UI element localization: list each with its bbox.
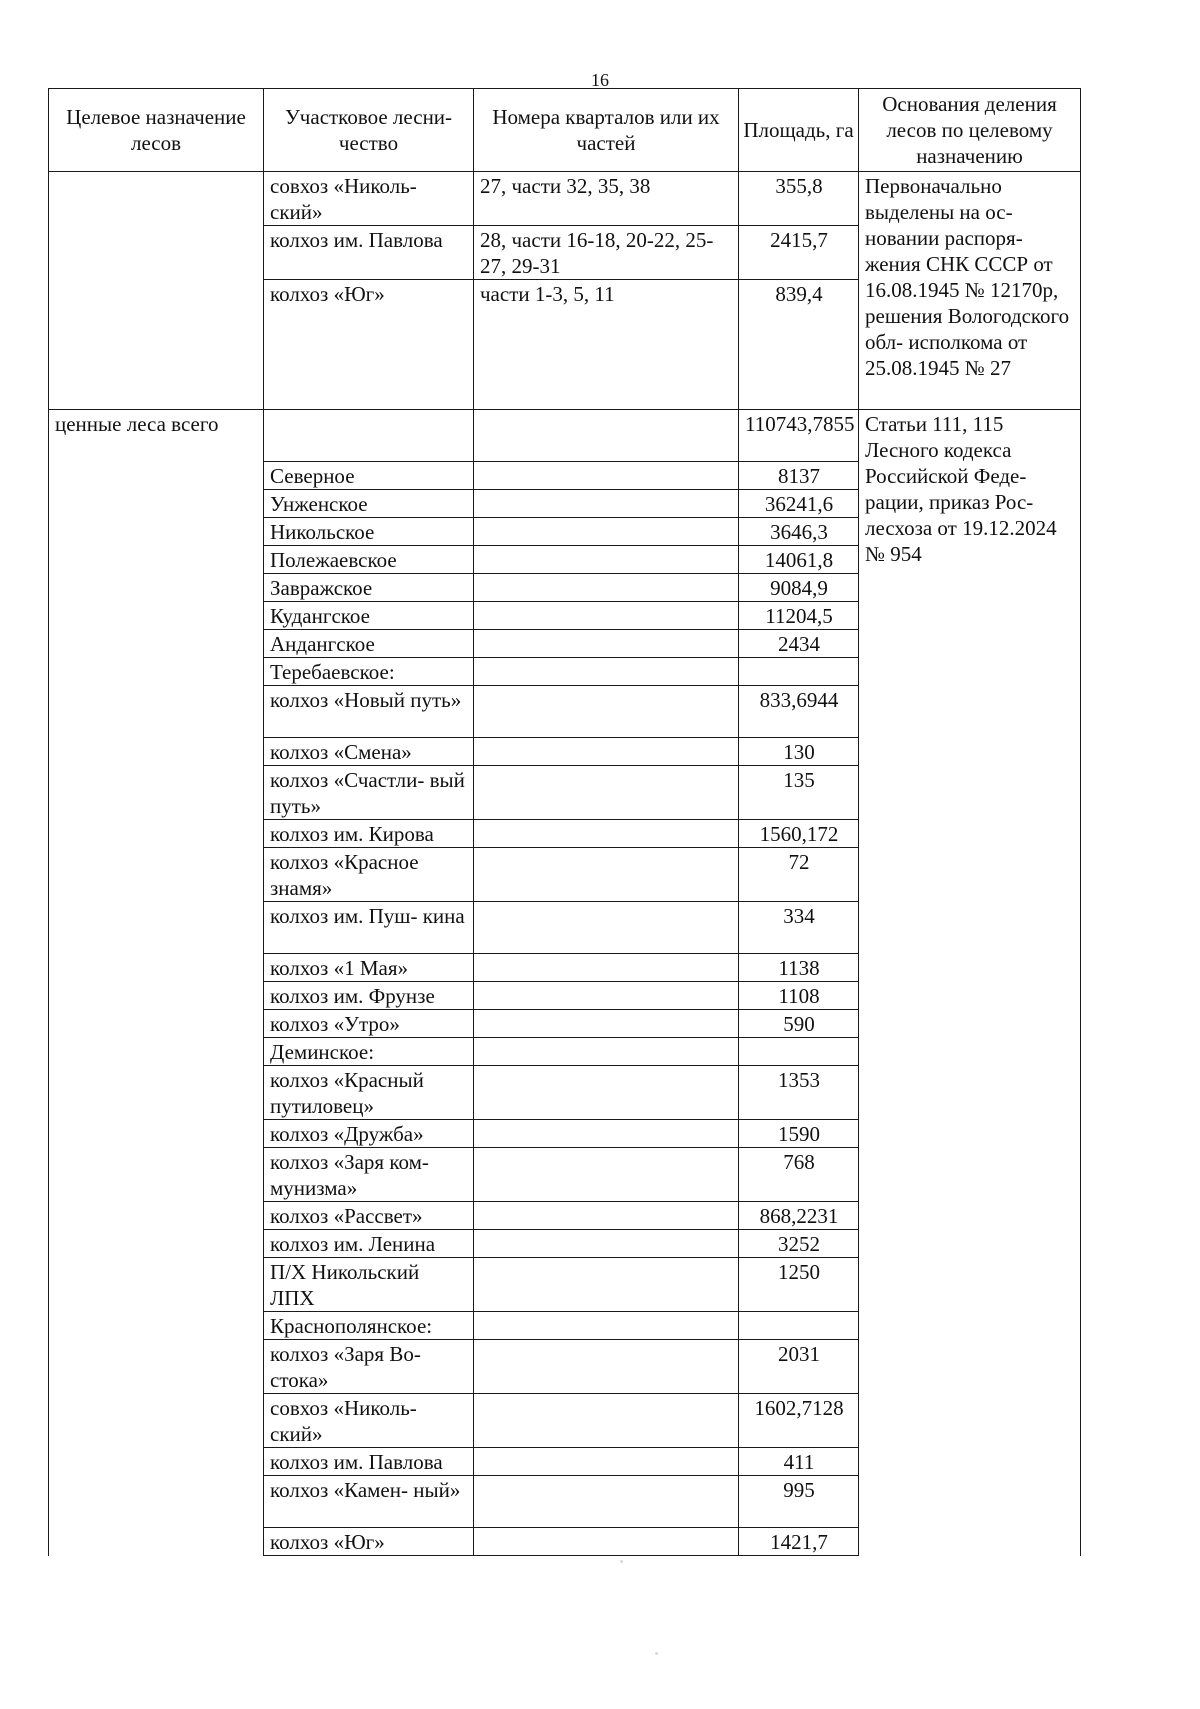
area-cell: 1353 <box>739 1066 859 1120</box>
quarters-cell <box>474 1448 739 1476</box>
district-cell: совхоз «Николь- ский» <box>264 1394 474 1448</box>
district-cell: колхоз «Юг» <box>264 1528 474 1556</box>
quarters-cell <box>474 1038 739 1066</box>
area-cell: 14061,8 <box>739 546 859 574</box>
quarters-cell <box>474 630 739 658</box>
area-cell: 995 <box>739 1476 859 1528</box>
page-number: 16 <box>591 70 609 90</box>
area-cell: 135 <box>739 766 859 820</box>
area-cell: 1421,7 <box>739 1528 859 1556</box>
header-area: Площадь, га <box>739 89 859 172</box>
header-purpose: Целевое назначение лесов <box>49 89 264 172</box>
area-cell: 355,8 <box>739 172 859 226</box>
area-cell <box>739 1038 859 1066</box>
district-cell: колхоз «Красное знамя» <box>264 848 474 902</box>
area-cell: 36241,6 <box>739 490 859 518</box>
quarters-cell <box>474 738 739 766</box>
area-cell: 1138 <box>739 954 859 982</box>
district-cell: колхоз «Счастли- вый путь» <box>264 766 474 820</box>
district-cell: колхоз «Смена» <box>264 738 474 766</box>
area-cell: 2031 <box>739 1340 859 1394</box>
district-cell: совхоз «Николь- ский» <box>264 172 474 226</box>
quarters-cell <box>474 982 739 1010</box>
quarters-cell <box>474 518 739 546</box>
quarters-cell <box>474 658 739 686</box>
area-cell: 1602,7128 <box>739 1394 859 1448</box>
purpose-cell: ценные леса всего <box>49 410 264 1556</box>
area-cell: 868,2231 <box>739 1202 859 1230</box>
area-cell: 839,4 <box>739 280 859 410</box>
scan-speck <box>655 1652 658 1655</box>
header-basis: Основания деления лесов по целевому назначению <box>859 89 1081 172</box>
quarters-cell: 28, части 16-18, 20-22, 25-27, 29-31 <box>474 226 739 280</box>
quarters-cell <box>474 1340 739 1394</box>
basis-cell: Первоначально выделены на ос- новании распоря- жения СНК СССР от 16.08.1945 № 12170р, решения Вологодского обл- исполкома от 25.08.1945 № 27 <box>859 172 1081 410</box>
district-cell: колхоз им. Кирова <box>264 820 474 848</box>
quarters-cell <box>474 848 739 902</box>
quarters-cell <box>474 954 739 982</box>
quarters-cell <box>474 546 739 574</box>
quarters-cell <box>474 462 739 490</box>
table-body <box>49 172 1081 1556</box>
quarters-cell <box>474 490 739 518</box>
table-row <box>49 172 1081 226</box>
area-cell: 72 <box>739 848 859 902</box>
area-cell: 334 <box>739 902 859 954</box>
table-header-row <box>49 89 1081 172</box>
header-district: Участковое лесни- чество <box>264 89 474 172</box>
area-cell: 3252 <box>739 1230 859 1258</box>
quarters-cell <box>474 1258 739 1312</box>
header-quarters: Номера кварталов или их частей <box>474 89 739 172</box>
quarters-cell <box>474 1528 739 1556</box>
area-cell: 1560,172 <box>739 820 859 848</box>
district-cell: Завражское <box>264 574 474 602</box>
district-cell: Унженское <box>264 490 474 518</box>
purpose-cell <box>49 172 264 410</box>
district-cell: Теребаевское: <box>264 658 474 686</box>
quarters-cell <box>474 902 739 954</box>
district-cell: колхоз «Камен- ный» <box>264 1476 474 1528</box>
district-cell <box>264 410 474 462</box>
district-cell: колхоз им. Ленина <box>264 1230 474 1258</box>
area-cell: 1108 <box>739 982 859 1010</box>
area-cell <box>739 658 859 686</box>
district-cell: колхоз «Дружба» <box>264 1120 474 1148</box>
area-cell: 1250 <box>739 1258 859 1312</box>
table-row-total <box>49 410 1081 462</box>
area-cell: 110743,7855 <box>739 410 859 462</box>
district-cell: Андангское <box>264 630 474 658</box>
quarters-cell <box>474 1394 739 1448</box>
quarters-cell <box>474 1066 739 1120</box>
quarters-cell <box>474 410 739 462</box>
quarters-cell <box>474 1148 739 1202</box>
district-cell: колхоз «Рассвет» <box>264 1202 474 1230</box>
area-cell: 1590 <box>739 1120 859 1148</box>
quarters-cell <box>474 1120 739 1148</box>
district-cell: колхоз им. Павлова <box>264 1448 474 1476</box>
quarters-cell <box>474 820 739 848</box>
district-cell: Полежаевское <box>264 546 474 574</box>
area-cell: 590 <box>739 1010 859 1038</box>
quarters-cell <box>474 574 739 602</box>
quarters-cell <box>474 602 739 630</box>
area-cell <box>739 1312 859 1340</box>
area-cell: 11204,5 <box>739 602 859 630</box>
area-cell: 833,6944 <box>739 686 859 738</box>
district-cell: П/Х Никольский ЛПХ <box>264 1258 474 1312</box>
area-cell: 411 <box>739 1448 859 1476</box>
quarters-cell <box>474 1010 739 1038</box>
district-cell: Северное <box>264 462 474 490</box>
area-cell: 2415,7 <box>739 226 859 280</box>
district-cell: колхоз «1 Мая» <box>264 954 474 982</box>
quarters-cell <box>474 686 739 738</box>
quarters-cell: части 1-3, 5, 11 <box>474 280 739 410</box>
district-cell: колхоз им. Пуш- кина <box>264 902 474 954</box>
district-cell: колхоз «Юг» <box>264 280 474 410</box>
district-cell: колхоз «Заря ком- мунизма» <box>264 1148 474 1202</box>
scan-speck <box>620 1560 623 1563</box>
area-cell: 2434 <box>739 630 859 658</box>
area-cell: 768 <box>739 1148 859 1202</box>
quarters-cell <box>474 1230 739 1258</box>
forest-purpose-table <box>48 88 1081 1556</box>
area-cell: 9084,9 <box>739 574 859 602</box>
area-cell: 3646,3 <box>739 518 859 546</box>
area-cell: 8137 <box>739 462 859 490</box>
quarters-cell: 27, части 32, 35, 38 <box>474 172 739 226</box>
district-cell: колхоз «Утро» <box>264 1010 474 1038</box>
district-cell: колхоз им. Павлова <box>264 226 474 280</box>
quarters-cell <box>474 1312 739 1340</box>
quarters-cell <box>474 766 739 820</box>
district-cell: колхоз «Красный путиловец» <box>264 1066 474 1120</box>
district-cell: Краснополянское: <box>264 1312 474 1340</box>
quarters-cell <box>474 1476 739 1528</box>
basis-cell: Статьи 111, 115 Лесного кодекса Российской Феде- рации, приказ Рос- лесхоза от 19.12.2024 № 954 <box>859 410 1081 1556</box>
area-cell: 130 <box>739 738 859 766</box>
district-cell: Кудангское <box>264 602 474 630</box>
district-cell: Никольское <box>264 518 474 546</box>
district-cell: колхоз «Заря Во- стока» <box>264 1340 474 1394</box>
district-cell: колхоз «Новый путь» <box>264 686 474 738</box>
district-cell: Деминское: <box>264 1038 474 1066</box>
district-cell: колхоз им. Фрунзе <box>264 982 474 1010</box>
quarters-cell <box>474 1202 739 1230</box>
